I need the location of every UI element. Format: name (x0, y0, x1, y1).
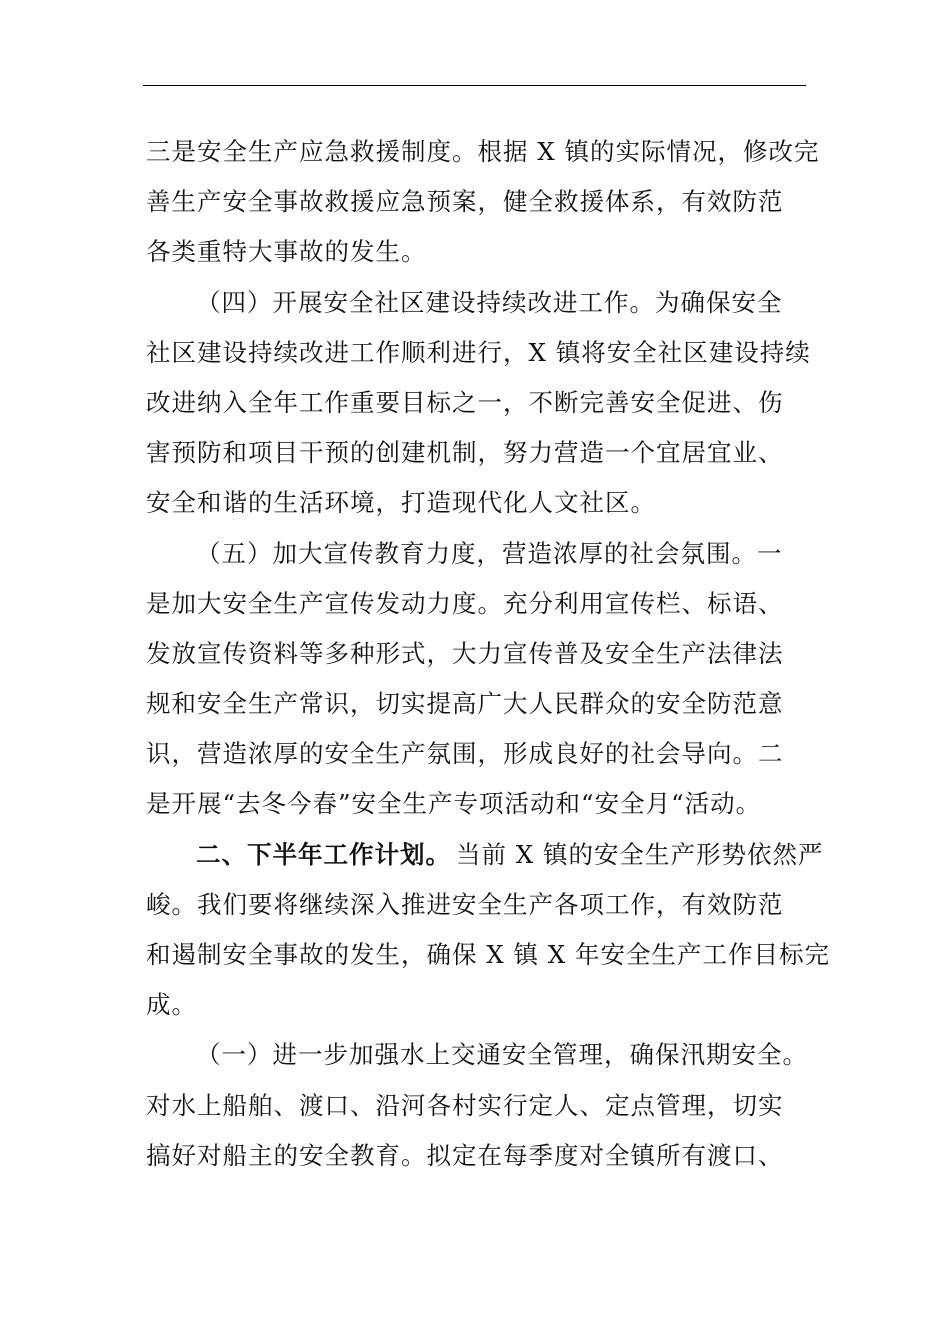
paragraph-line: 是加大安全生产宣传发动力度。充分利用宣传栏、标语、 (146, 589, 784, 618)
paragraph-line: 当前 X 镇的安全生产形势依然严 (456, 840, 824, 869)
section-heading-line: （一）进一步加强水上交通安全管理，确保汛期安全。 (196, 1040, 808, 1069)
section-heading-line: （四）开展安全社区建设持续改进工作。为确保安全 (196, 288, 783, 317)
paragraph-line: 改进纳入全年工作重要目标之一，不断完善安全促进、伤 (146, 388, 784, 417)
paragraph-line: 社区建设持续改进工作顺利进行，X 镇将安全社区建设持续 (146, 338, 811, 367)
paragraph-line: 对水上船舶、渡口、沿河各村实行定人、定点管理，切实 (146, 1091, 784, 1120)
paragraph-line: 规和安全生产常识，切实提高广大人民群众的安全防范意 (146, 689, 784, 718)
section-heading-line: （五）加大宣传教育力度，营造浓厚的社会氛围。一 (196, 539, 783, 568)
paragraph-line: 各类重特大事故的发生。 (146, 237, 427, 266)
section-title-bold: 二、下半年工作计划。 (196, 840, 451, 869)
paragraph-line: 和遏制安全事故的发生，确保 X 镇 X 年安全生产工作目标完 (146, 940, 831, 969)
paragraph-line: 成。 (146, 990, 197, 1019)
paragraph-line: 害预防和项目干预的创建机制，努力营造一个宜居宜业、 (146, 438, 784, 467)
paragraph-line: 识，营造浓厚的安全生产氛围，形成良好的社会导向。二 (146, 739, 784, 768)
paragraph-line: 安全和谐的生活环境，打造现代化人文社区。 (146, 488, 656, 517)
paragraph-line: 搞好对船主的安全教育。拟定在每季度对全镇所有渡口、 (146, 1141, 784, 1170)
paragraph-line: 善生产安全事故救援应急预案，健全救援体系，有效防范 (146, 187, 784, 216)
paragraph-line: 是开展“去冬今春”安全生产专项活动和“安全月“活动。 (146, 789, 762, 818)
header-rule (143, 85, 806, 86)
paragraph-line: 发放宣传资料等多种形式，大力宣传普及安全生产法律法 (146, 639, 784, 668)
paragraph-line: 三是安全生产应急救援制度。根据 X 镇的实际情况，修改完 (146, 137, 820, 166)
paragraph-line: 峻。我们要将继续深入推进安全生产各项工作，有效防范 (146, 890, 784, 919)
